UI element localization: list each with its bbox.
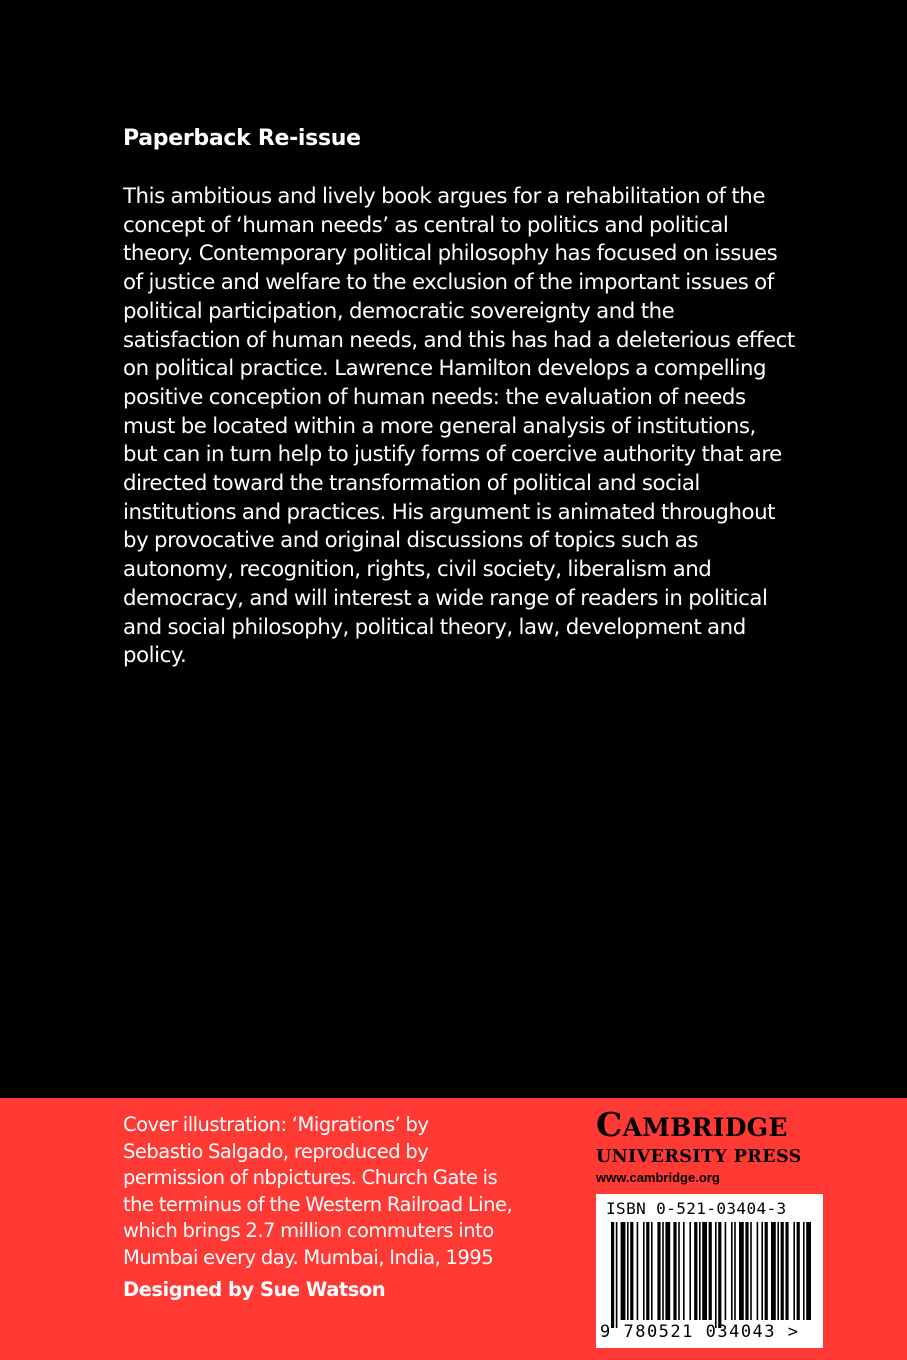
isbn-label: ISBN 0-521-03404-3 [606, 1199, 787, 1218]
barcode-bar [689, 1222, 691, 1320]
barcode-bar [702, 1222, 707, 1320]
publisher-url: www.cambridge.org [596, 1170, 720, 1185]
barcode-digits: 9 780521 034043 > [600, 1322, 800, 1342]
barcode-bar [718, 1222, 721, 1328]
barcode-bar [797, 1222, 800, 1320]
publisher-name-rest: AMBRIDGE [622, 1113, 788, 1142]
barcode-bar [777, 1222, 779, 1320]
barcode-bar [630, 1222, 633, 1320]
barcode-bar [771, 1222, 776, 1320]
designer-credit: Designed by Sue Watson [123, 1278, 386, 1301]
cover-illustration-credit: Cover illustration: ‘Migrations’ by Sebastio Salgado, reproduced by permission of nbpictures. Church Gate is the terminus of the Western Railroad Line, which brings 2.7 million commuters into Mumbai every day. Mumbai, India, 1995 [123, 1113, 513, 1269]
barcode-bar [657, 1222, 660, 1320]
barcode-bar [694, 1222, 697, 1320]
barcode-bar [765, 1222, 768, 1320]
barcode-bar [715, 1222, 717, 1328]
barcode-bar [806, 1222, 811, 1320]
footer-band [0, 1098, 907, 1360]
barcode-bar [734, 1222, 736, 1320]
edition-heading: Paperback Re-issue [123, 126, 361, 151]
barcode-bar [643, 1222, 645, 1320]
barcode-bar [621, 1222, 626, 1320]
barcode-bar [709, 1222, 712, 1320]
barcode-bar [627, 1222, 629, 1320]
barcode-bar [637, 1222, 639, 1320]
barcode-bar [611, 1222, 614, 1328]
publisher-logo [596, 1105, 824, 1185]
publisher-subtitle: UNIVERSITY PRESS [596, 1147, 802, 1167]
barcode-bar [731, 1222, 733, 1320]
barcode-bar [646, 1222, 649, 1320]
barcode-bar [683, 1222, 685, 1320]
publisher-name-initial: C [596, 1105, 623, 1144]
barcode-bar [699, 1222, 701, 1320]
barcode-bar [665, 1222, 670, 1320]
barcode-bar [662, 1222, 664, 1320]
barcode-bar [678, 1222, 680, 1320]
barcode-bar [739, 1222, 744, 1320]
barcode-bar [673, 1222, 676, 1320]
publisher-name [596, 1105, 824, 1145]
isbn-barcode [596, 1194, 823, 1348]
barcode-bar [761, 1222, 763, 1320]
barcode-bar [803, 1222, 805, 1320]
book-blurb: This ambitious and lively book argues for a rehabilitation of the concept of ‘human needs’ as central to politics and political theory. Contemporary political philosophy has focused on issues of justice and welfare to the exclusion of the important issues of political participation, democratic sovereignty and the satisfaction of human needs, and this has had a deleterious effect on political practice. Lawrence Hamilton develops a compelling positive conception of human needs: the evaluation of needs must be located within a more general analysis of institutions, but can in turn help to justify forms of coercive authority that are directed toward the transformation of political and social institutions and practices. His argument is animated throughout by provocative and original discussions of topics such as autonomy, recognition, rights, civil society, liberalism and democracy, and will interest a wide range of readers in political and social philosophy, political theory, law, development and policy. [123, 184, 795, 669]
barcode-bar [781, 1222, 784, 1320]
barcode-bar [745, 1222, 748, 1320]
barcode-bar [725, 1222, 727, 1320]
barcode-bar [757, 1222, 759, 1320]
barcode-bar [785, 1222, 788, 1320]
barcode-bar [750, 1222, 752, 1320]
barcode-bar [616, 1222, 618, 1328]
barcode-bar [793, 1222, 795, 1320]
barcode-bar [651, 1222, 653, 1320]
